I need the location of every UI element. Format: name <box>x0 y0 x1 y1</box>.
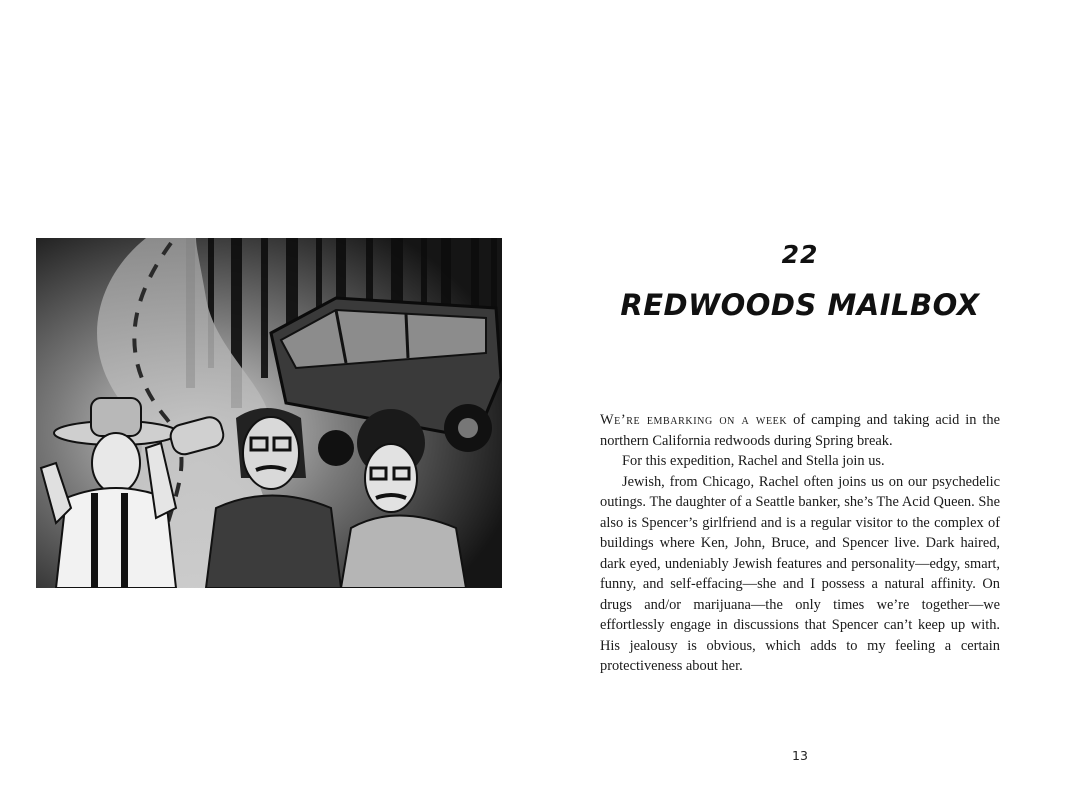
body-text <box>600 410 1000 677</box>
illustration-drawing <box>36 238 502 588</box>
paragraph-1-lead: We’re embarking on a week <box>600 412 788 428</box>
chapter-illustration <box>36 238 502 588</box>
paragraph-2: For this expedition, Rachel and Stella join us. <box>622 453 885 469</box>
page-number: 13 <box>792 748 808 763</box>
paragraph-3: Jewish, from Chicago, Rachel often joins us on our psychedelic outings. The daughter of a Seattle banker, she’s The Acid Queen. She also is Spencer’s girlfriend and is a regular visitor to the complex of buildings where Ken, John, Bruce, and Spencer live. Dark haired, dark eyed, undeniably Jewish features and personality—edgy, smart, funny, and self-effacing—she and I possess a natural affinity. On drugs and/or marijuana—the only times we’re together—we effortlessly engage in discussions that Spencer can’t keep up with. His jealousy is obvious, which adds to my feeling a certain protectiveness about her. <box>600 473 1000 674</box>
paragraph-1-rest: of camping and taking acid in the northern California redwoods during Spring break. <box>600 412 1000 449</box>
paragraph-1 <box>600 410 1000 451</box>
chapter-number: 22 <box>781 240 819 269</box>
chapter-title: REDWOODS MAILBOX <box>620 288 980 322</box>
